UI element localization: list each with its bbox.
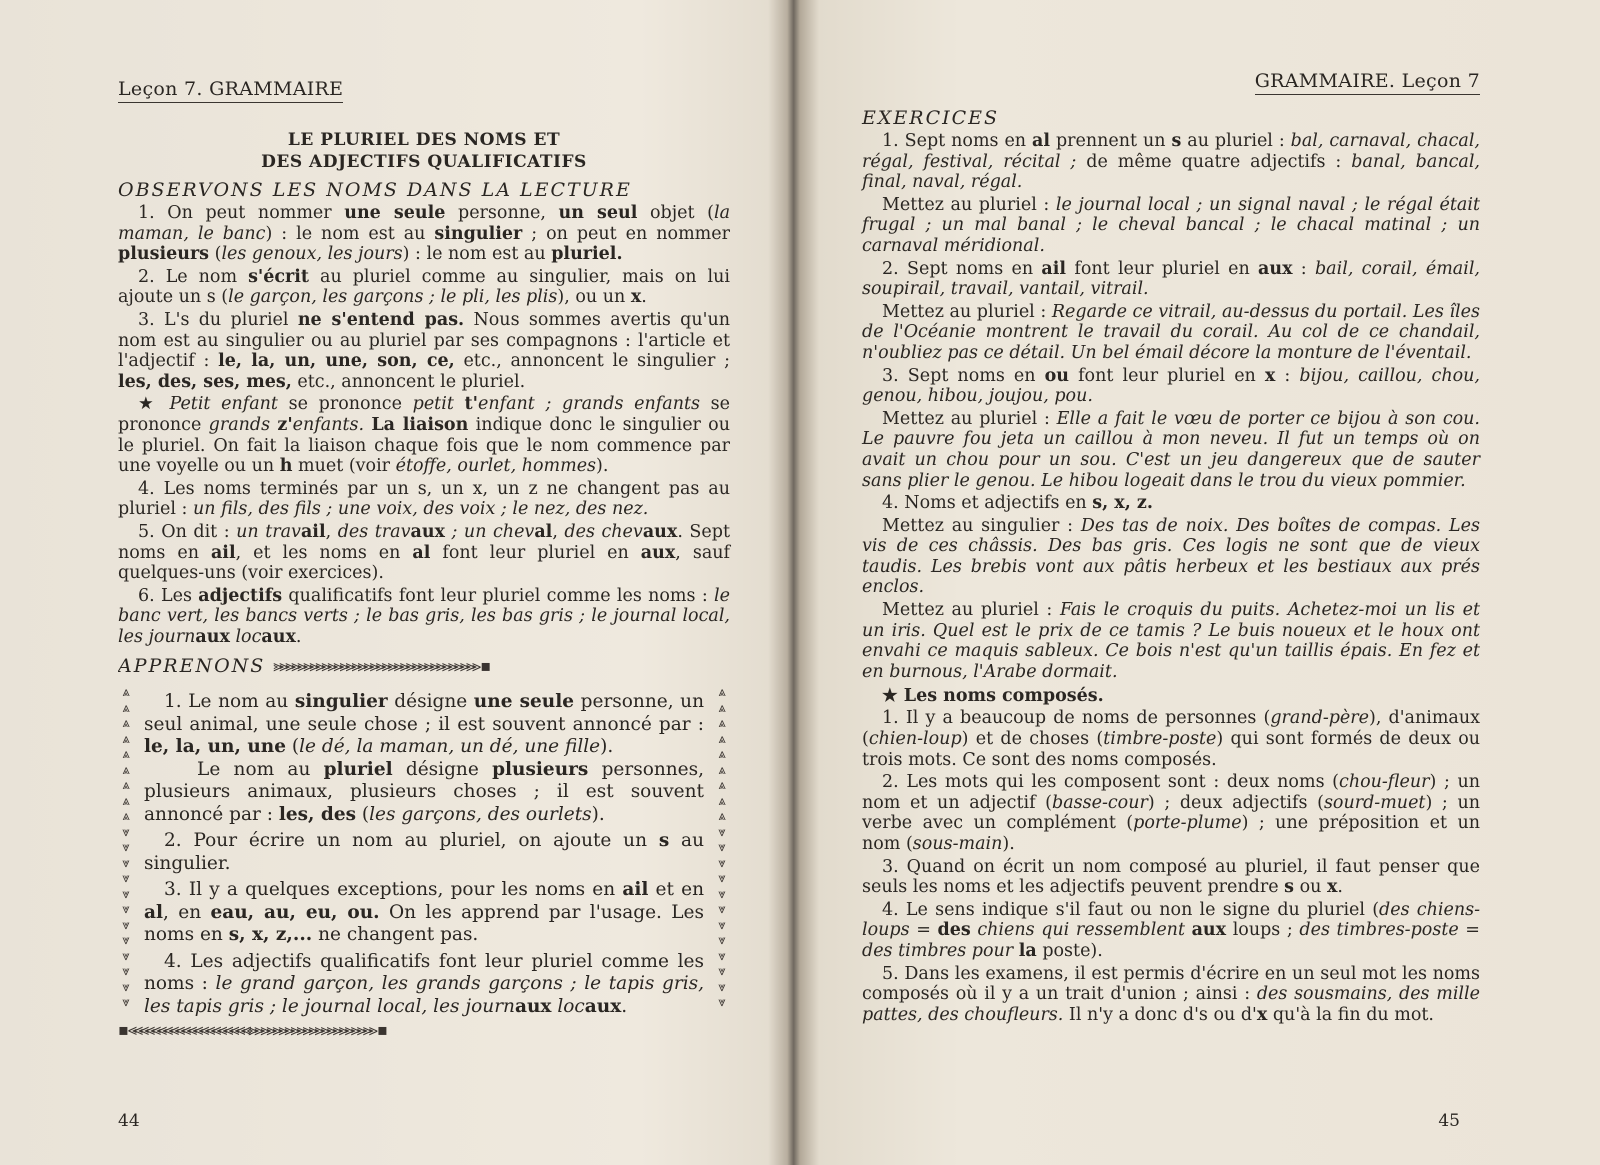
paragraph: 1. Il y a beaucoup de noms de personnes (grand-père), d'animaux (chien-loup) et de choses (timbre-poste) qui sont formés de deux ou trois mots. Ce sont des noms composés. <box>862 708 1481 770</box>
paragraph: 1. On peut nommer une seule personne, un seul objet (la maman, le banc) : le nom est au singulier ; on peut en nommer plusieurs (les genoux, les jours) : le nom est au pluriel. <box>118 203 730 265</box>
subsection-noms-composes: ★ Les noms composés. <box>882 686 1104 707</box>
paragraph: 4. Noms et adjectifs en s, x, z. <box>882 493 1153 514</box>
paragraph: Mettez au pluriel : Fais le croquis du puits. Achetez-moi un lis et un iris. Quel est le prix de ce tamis ? Le buis noueux et le houx ont envahi ce maquis sableux. Ce bois n'est qu'un taillis épais. En fez et en burnous, l'Arabe dormait. <box>862 600 1480 682</box>
paragraph: Mettez au pluriel : le journal local ; un signal naval ; le régal était frugal ; un mal banal ; le cheval bancal ; le chacal matinal ; un carnaval méridional. <box>862 194 1480 256</box>
lesson-title <box>118 129 730 173</box>
section-exercices: EXERCICES <box>862 107 1000 129</box>
paragraph: Mettez au pluriel : Regarde ce vitrail, au-dessus du portail. Les îles de l'Océanie montrent le travail du corail. Au col de ce chandail, n'oubliez pas ce détail. Un bel émail décore la monture de l'éventail. <box>862 301 1480 363</box>
apprenons-label: APPRENONS <box>118 655 266 678</box>
title-line-1: LE PLURIEL DES NOMS ET <box>287 130 561 150</box>
paragraph: ★ Petit enfant se prononce petit t'enfant ; grands enfants se prononce grands z'enfants. La liaison indique donc le singulier ou le pluriel. On fait la liaison chaque fois que le nom commence par une voyelle ou un h muet (voir étoffe, ourlet, hommes). <box>118 394 730 477</box>
paragraph: 5. On dit : un travail, des travaux ; un cheval, des chevaux. Sept noms en ail, et les noms en al font leur pluriel en aux, sauf quelques-uns (voir exercices). <box>118 521 730 584</box>
paragraph: 1. Sept noms en al prennent un s au pluriel : bal, carnaval, chacal, régal, festival, récital ; de même quatre adjectifs : banal, bancal, final, naval, régal. <box>862 131 1480 193</box>
section-apprenons <box>118 655 730 677</box>
paragraph: 4. Le sens indique s'il faut ou non le signe du pluriel (des chiens-loups = des chiens qui ressemblent aux loups ; des timbres-poste = des timbres pour la poste). <box>862 899 1480 961</box>
paragraph: Mettez au pluriel : Elle a fait le vœu de porter ce bijou à son cou. Le pauvre fou jeta un caillou à mon neveu. Il fut un temps où on avait un chou pour un sou. C'est un jeu dangereux que de sauter sans plier le genou. Le hibou logeait dans le trou du vieux pommier. <box>862 408 1480 491</box>
left-header: Leçon 7. GRAMMAIRE <box>118 78 343 103</box>
ornament-border-bottom: ▪ ⪡⪡⪡⪡⪡⪡⪡⪡⪡⪡⪡⪡⪡⪡⪡⪡⪡⪡⪡⪡⪢⪢⪢⪢⪢⪢⪢⪢⪢⪢⪢⪢⪢⪢⪢⪢⪢⪢⪢⪢⪢ ▪ <box>118 1020 385 1040</box>
rule: 3. Il y a quelques exceptions, pour les noms en ail et en al, en eau, au, eu, ou. On les apprend par l'usage. Les noms en s, x, z,... ne changent pas. <box>144 879 704 946</box>
observons-text <box>118 203 730 647</box>
page-number-right: 45 <box>1438 1111 1460 1131</box>
ornament-border-left: ⩓ ⩓ ⩓ ⩓ ⩓ ⩓ ⩓ ⩓ ⩓ ⩔ ⩔ ⩔ ⩔ ⩔ ⩔ ⩔ ⩔ ⩔ ⩔ ⩔ ⩔ <box>122 685 130 1011</box>
noms-composes-text <box>862 708 1480 1025</box>
ornament-border-right: ⩓ ⩓ ⩓ ⩓ ⩓ ⩓ ⩓ ⩓ ⩓ ⩔ ⩔ ⩔ ⩔ ⩔ ⩔ ⩔ ⩔ ⩔ ⩔ ⩔ ⩔ <box>718 685 726 1011</box>
right-header: GRAMMAIRE. Leçon 7 <box>1255 70 1480 95</box>
paragraph: 2. Les mots qui les composent sont : deux noms (chou-fleur) ; un nom et un adjectif (basse-cour) ; deux adjectifs (sourd-muet) ; un verbe avec un complément (porte-plume) ; une préposition et un nom (sous-main). <box>862 772 1481 854</box>
paragraph: 3. Sept noms en ou font leur pluriel en x : bijou, caillou, chou, genou, hibou, joujou, pou. <box>862 365 1480 407</box>
rule: 1. Le nom au singulier désigne une seule personne, un seul animal, une seule chose ; il est souvent annoncé par : le, la, un, une (le dé, la maman, un dé, une fille). Le nom au pluriel désigne plusieurs personnes, plusieurs animaux, plusieurs choses ; il est souvent annoncé par : les, des (les garçons, des ourlets). <box>144 691 705 825</box>
page-number-left: 44 <box>118 1111 140 1131</box>
paragraph: 4. Les noms terminés par un s, un x, un z ne changent pas au pluriel : un fils, des fils ; une voix, des voix ; le nez, des nez. <box>118 478 730 520</box>
ornament-border-top: ⪢⪢⪢⪢⪢⪢⪢⪢⪢⪢⪢⪢⪢⪢⪢⪢⪢⪢⪢⪢⪢⪢⪢⪢⪢⪢⪢⪢⪢⪢⪢⪢⪢⪢ ▪ <box>273 656 489 676</box>
paragraph: 3. L's du pluriel ne s'entend pas. Nous sommes avertis qu'un nom est au singulier ou au pluriel par ses compagnons : l'article et l'adjectif : le, la, un, une, son, ce, etc., annoncent le singulier ; les, des, ses, mes, etc., annoncent le pluriel. <box>118 309 731 392</box>
rule: 4. Les adjectifs qualificatifs font leur pluriel comme les noms : le grand garçon, les grands garçons ; le tapis gris, les tapis gris ; le journal local, les journaux locaux. <box>144 950 705 1017</box>
paragraph: 6. Les adjectifs qualificatifs font leur pluriel comme les noms : le banc vert, les bancs verts ; le bas gris, les bas gris ; le journal local, les journaux locaux. <box>118 585 730 647</box>
exercices-text <box>862 131 1480 682</box>
left-page <box>0 0 790 1165</box>
section-observons: OBSERVONS LES NOMS DANS LA LECTURE <box>118 179 632 201</box>
right-page <box>800 0 1600 1165</box>
paragraph: 2. Sept noms en ail font leur pluriel en aux : bail, corail, émail, soupirail, travail, vantail, vitrail. <box>862 258 1480 300</box>
rule: 2. Pour écrire un nom au pluriel, on ajoute un s au singulier. <box>144 830 705 874</box>
paragraph: 3. Quand on écrit un nom composé au pluriel, il faut penser que seuls les noms et les adjectifs peuvent prendre s ou x. <box>862 856 1480 898</box>
apprenons-box <box>118 685 730 1018</box>
title-line-2: DES ADJECTIFS QUALIFICATIFS <box>261 152 587 172</box>
paragraph: 2. Le nom s'écrit au pluriel comme au singulier, mais on lui ajoute un s (le garçon, les garçons ; le pli, les plis), ou un x. <box>118 266 730 308</box>
paragraph: 5. Dans les examens, il est permis d'écrire en un seul mot les noms composés où il y a un trait d'union ; ainsi : des sousmains, des mille pattes, des choufleurs. Il n'y a donc d's ou d'x qu'à la fin du mot. <box>862 963 1480 1025</box>
paragraph: Mettez au singulier : Des tas de noix. Des boîtes de compas. Les vis de ces châssis. Des bas gris. Ces logis ne sont que de vieux taudis. Les brebis vont aux pâtis herbeux et les bestiaux aux prés enclos. <box>862 515 1480 598</box>
